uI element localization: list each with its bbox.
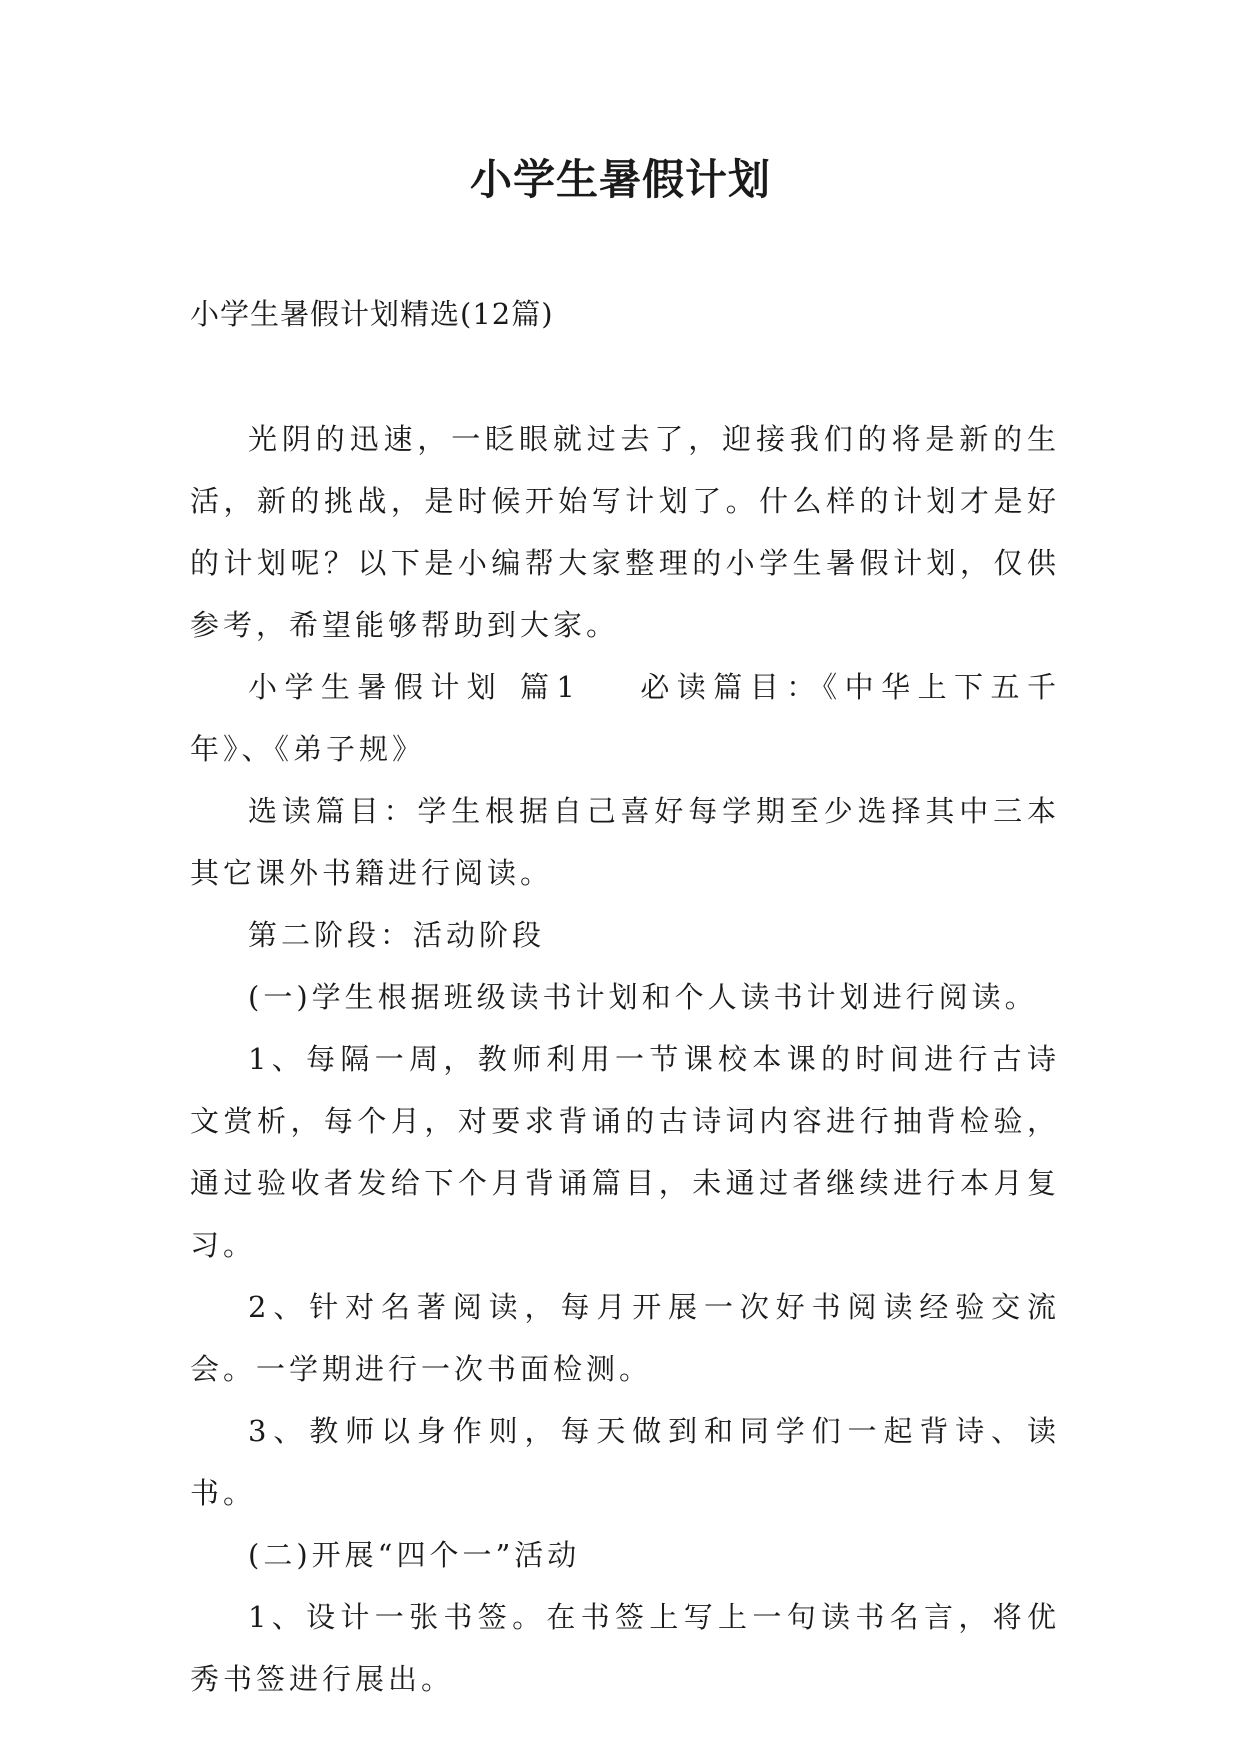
section-1-paragraph [190, 656, 1060, 780]
item-2-paragraph: 2、针对名著阅读，每月开展一次好书阅读经验交流会。一学期进行一次书面检测。 [190, 1290, 1060, 1386]
document-subtitle: 小学生暑假计划精选(12篇) [190, 297, 554, 331]
bookmark-item-paragraph: 1、设计一张书签。在书签上写上一句读书名言，将优秀书签进行展出。 [190, 1600, 1060, 1696]
part-two-heading: (二)开展“四个一”活动 [248, 1538, 581, 1572]
document-body [190, 408, 1060, 1710]
section-1-text: 必读篇目：《中华上下五千年》、《弟子规》 [190, 670, 1060, 766]
item-1-paragraph: 1、每隔一周，教师利用一节课校本课的时间进行古诗文赏析，每个月，对要求背诵的古诗词内容进行抽背检验，通过验收者发给下个月背诵篇目，未通过者继续进行本月复习。 [190, 1042, 1060, 1262]
section-1-heading: 小学生暑假计划 篇1 [248, 670, 579, 704]
intro-paragraph: 光阴的迅速，一眨眼就过去了，迎接我们的将是新的生活，新的挑战，是时候开始写计划了。什么样的计划才是好的计划呢？以下是小编帮大家整理的小学生暑假计划，仅供参考，希望能够帮助到大家。 [190, 422, 1060, 642]
item-3-paragraph: 3、教师以身作则，每天做到和同学们一起背诗、读书。 [190, 1414, 1060, 1510]
part-one-heading: (一)学生根据班级读书计划和个人读书计划进行阅读。 [248, 980, 1038, 1014]
document-title: 小学生暑假计划 [469, 155, 771, 204]
optional-reading-paragraph: 选读篇目：学生根据自己喜好每学期至少选择其中三本其它课外书籍进行阅读。 [190, 794, 1060, 890]
stage-two-heading: 第二阶段：活动阶段 [248, 918, 546, 952]
